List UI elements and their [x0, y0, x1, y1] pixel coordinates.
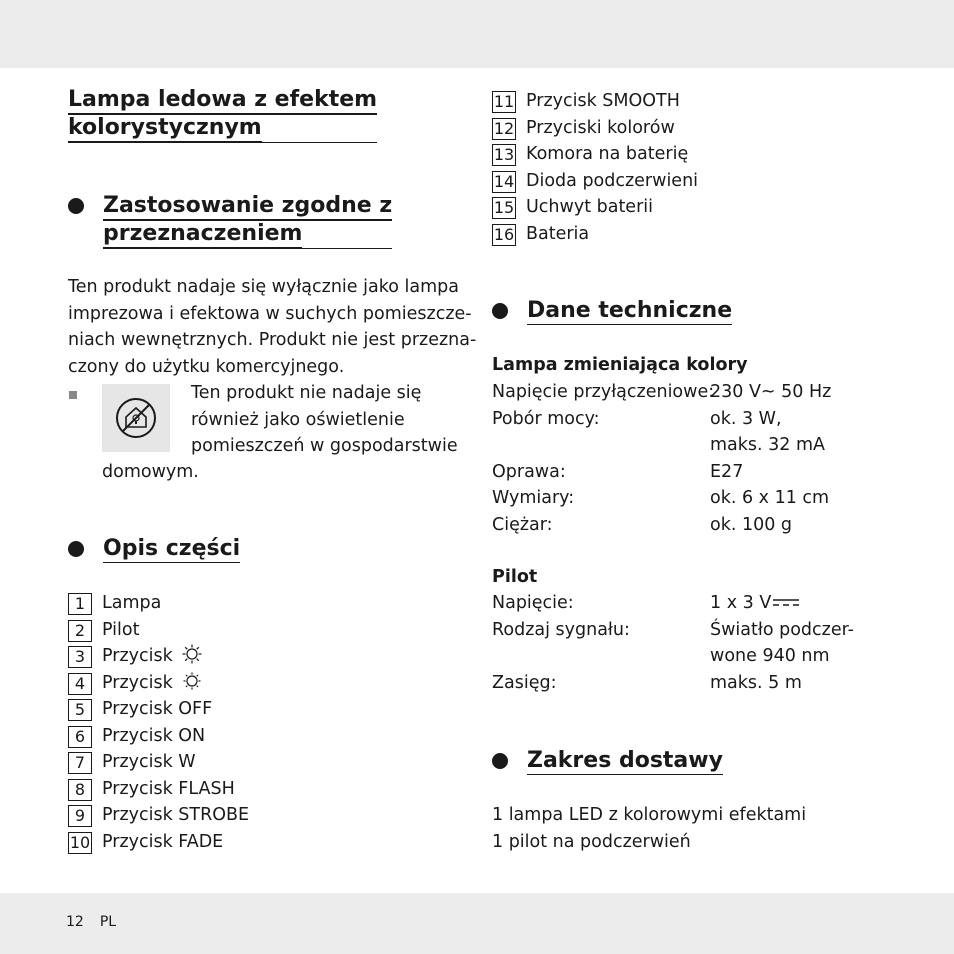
spec-key: Oprawa: — [492, 461, 566, 482]
part-label: Lampa — [102, 593, 162, 613]
remote-spec-table — [492, 590, 892, 696]
list-item — [68, 829, 368, 856]
spec-key: Ciężar: — [492, 514, 553, 535]
spec-value: wone 940 nm — [710, 646, 830, 666]
part-label: Uchwyt baterii — [526, 197, 653, 217]
part-label: Przycisk STROBE — [102, 805, 250, 825]
page-number: 12 — [66, 914, 84, 930]
list-item — [492, 168, 792, 195]
usage-heading — [68, 193, 428, 247]
usage-line: czony do użytku komercyjnego. — [68, 356, 345, 377]
table-row — [492, 670, 892, 697]
heading-bullet — [492, 753, 508, 769]
table-row — [492, 512, 892, 539]
delivery-heading-text: Zakres dostawy — [527, 748, 723, 773]
list-item — [492, 88, 792, 115]
spec-key: Napięcie: — [492, 593, 574, 613]
note-bullet — [69, 391, 77, 399]
language-code: PL — [99, 914, 117, 930]
usage-line: niach wewnętrznych. Produkt nie jest przezna- — [68, 330, 477, 350]
table-row — [492, 617, 892, 644]
usage-line: Ten produkt nadaje się wyłącznie jako lampa — [68, 277, 459, 297]
part-number: 15 — [493, 198, 515, 217]
note-line: pomieszczeń w gospodarstwie — [191, 436, 458, 456]
list-item — [492, 194, 792, 221]
part-label: Przycisk FADE — [102, 831, 224, 852]
list-item — [492, 115, 792, 142]
table-row — [492, 432, 892, 459]
part-label — [102, 670, 202, 697]
part-number: 13 — [493, 145, 515, 164]
usage-heading-line-1: Zastosowanie zgodne z — [103, 193, 393, 218]
part-label: Przycisk SMOOTH — [526, 91, 680, 111]
list-item — [68, 617, 368, 644]
part-label: Komora na baterię — [526, 144, 689, 164]
list-item — [492, 141, 792, 168]
table-row — [492, 379, 892, 406]
delivery-heading — [492, 748, 852, 778]
part-number: 10 — [69, 832, 91, 852]
parts-list-right — [492, 88, 792, 247]
no-household-lamp-icon — [102, 384, 170, 452]
list-item: 1 lampa LED z kolorowymi efektami — [492, 805, 807, 825]
parts-heading — [68, 536, 428, 566]
list-item — [492, 221, 792, 248]
spec-value: ok. 3 W, — [710, 408, 782, 429]
tech-heading — [492, 298, 852, 328]
list-item — [68, 696, 368, 723]
delivery-list — [492, 802, 806, 855]
document-title — [68, 87, 377, 143]
heading-bullet — [68, 541, 84, 557]
part-label: Dioda podczerwieni — [526, 170, 699, 191]
part-label — [102, 643, 202, 670]
heading-bullet — [492, 303, 508, 319]
dc-current-icon — [773, 598, 799, 608]
part-number: 5 — [68, 699, 92, 721]
note-text — [191, 380, 458, 460]
table-row — [492, 485, 892, 512]
spec-value-text: 1 x 3 V — [710, 593, 772, 613]
part-label-text: Przycisk — [102, 646, 173, 666]
list-item — [68, 802, 368, 829]
spec-key: Zasięg: — [492, 672, 557, 693]
part-label: Przycisk OFF — [102, 699, 213, 719]
table-row — [492, 590, 892, 617]
table-row — [492, 406, 892, 433]
part-number: 3 — [68, 646, 92, 668]
bottom-band — [0, 893, 954, 954]
part-number: 4 — [68, 673, 92, 695]
spec-key: Rodzaj sygnału: — [492, 619, 630, 640]
part-number: 7 — [68, 752, 92, 774]
list-item — [68, 749, 368, 776]
usage-line: imprezowa i efektowa w suchych pomieszcze- — [68, 303, 472, 324]
spec-value: 230 V~ 50 Hz — [710, 382, 832, 402]
part-number: 16 — [493, 224, 515, 244]
spec-key: Wymiary: — [492, 488, 575, 508]
spec-value: ok. 100 g — [710, 514, 793, 535]
usage-paragraph — [68, 274, 477, 380]
list-item — [68, 723, 368, 750]
title-line-2: kolorystycznym — [68, 115, 262, 140]
part-label: Przycisk FLASH — [102, 778, 235, 799]
part-label: Przycisk W — [102, 752, 196, 772]
table-row — [492, 459, 892, 486]
part-label: Przycisk ON — [102, 725, 206, 746]
spec-key: Napięcie przyłączeniowe: — [492, 382, 715, 402]
note-line: Ten produkt nie nadaje się — [191, 383, 422, 403]
part-label: Przyciski kolorów — [526, 117, 675, 138]
part-number: 11 — [493, 92, 515, 111]
part-number: 1 — [68, 593, 92, 615]
spec-value — [710, 590, 799, 617]
spec-value: Światło podczer- — [710, 619, 854, 640]
title-line-1: Lampa ledowa z efektem — [68, 87, 378, 112]
part-label-text: Przycisk — [102, 672, 173, 693]
part-number: 9 — [68, 805, 92, 827]
list-item — [68, 776, 368, 803]
note-tail: domowym. — [102, 462, 199, 482]
brightness-up-icon — [182, 644, 202, 664]
list-item: 1 pilot na podczerwień — [492, 831, 691, 852]
spec-key: Pobór mocy: — [492, 408, 600, 429]
list-item — [68, 670, 368, 697]
lamp-spec-table — [492, 379, 892, 538]
usage-heading-line-2: przeznaczeniem — [103, 221, 303, 246]
part-number: 14 — [493, 171, 515, 191]
part-number: 2 — [68, 620, 92, 642]
top-band — [0, 0, 954, 68]
part-label: Bateria — [526, 223, 590, 244]
heading-bullet — [68, 198, 84, 214]
tech-heading-text: Dane techniczne — [527, 298, 733, 323]
table-row — [492, 643, 892, 670]
remote-subheading: Pilot — [492, 567, 538, 587]
lamp-subheading: Lampa zmieniająca kolory — [492, 355, 748, 375]
brightness-down-icon — [182, 671, 202, 691]
parts-heading-text: Opis części — [103, 536, 241, 561]
parts-list-left — [68, 590, 368, 855]
part-number: 8 — [68, 779, 92, 801]
part-number: 6 — [68, 726, 92, 748]
spec-value: maks. 32 mA — [710, 435, 825, 455]
list-item — [68, 643, 368, 670]
spec-value: ok. 6 x 11 cm — [710, 488, 830, 508]
part-number: 12 — [493, 118, 515, 138]
list-item — [68, 590, 368, 617]
spec-value: maks. 5 m — [710, 672, 802, 693]
page-footer — [66, 914, 132, 930]
spec-value: E27 — [710, 461, 744, 482]
part-label: Pilot — [102, 619, 140, 640]
note-line: również jako oświetlenie — [191, 409, 405, 430]
